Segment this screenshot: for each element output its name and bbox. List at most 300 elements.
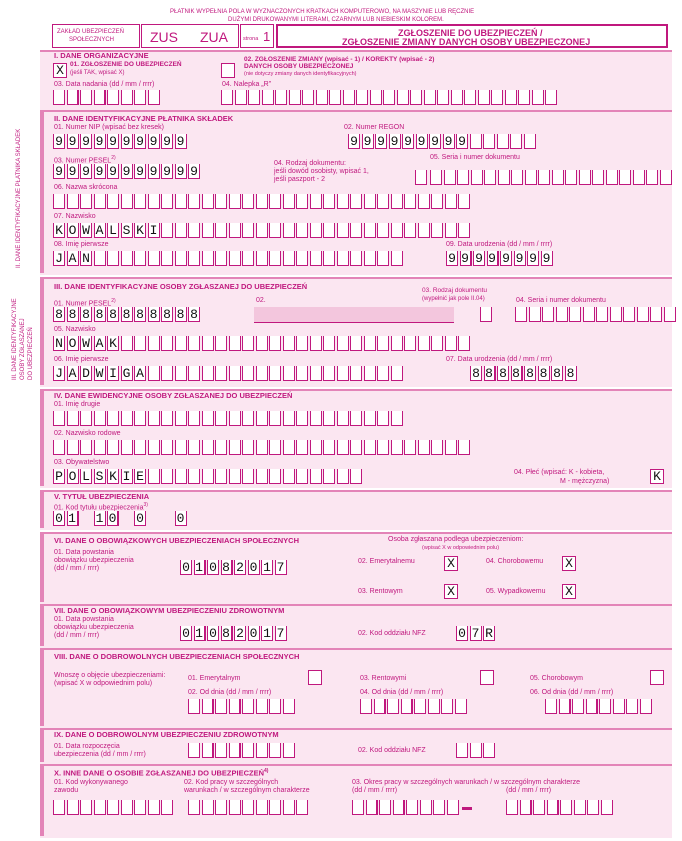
char-box[interactable] — [323, 366, 335, 381]
char-box[interactable] — [364, 336, 376, 351]
char-box[interactable] — [310, 251, 322, 266]
char-box[interactable] — [269, 194, 281, 209]
char-box[interactable]: 9 — [134, 134, 146, 149]
char-box[interactable] — [431, 336, 443, 351]
char-box[interactable]: K — [53, 223, 65, 238]
char-box[interactable] — [202, 800, 214, 815]
char-box[interactable] — [545, 699, 557, 714]
char-box[interactable] — [491, 90, 503, 105]
char-box[interactable]: 8 — [221, 626, 233, 641]
char-box[interactable] — [510, 134, 522, 149]
char-box[interactable] — [269, 800, 281, 815]
accident-checkbox[interactable]: X — [562, 584, 576, 599]
char-box[interactable] — [215, 411, 227, 426]
char-box[interactable] — [283, 469, 295, 484]
char-box[interactable] — [323, 469, 335, 484]
char-box[interactable] — [188, 336, 200, 351]
char-box[interactable] — [148, 800, 160, 815]
char-box[interactable]: 8 — [148, 307, 160, 322]
char-box[interactable] — [470, 743, 482, 758]
char-box[interactable] — [596, 307, 608, 322]
char-box[interactable]: N — [80, 251, 92, 266]
char-box[interactable] — [587, 800, 599, 815]
char-box[interactable] — [121, 411, 133, 426]
char-box[interactable] — [484, 170, 496, 185]
char-box[interactable] — [586, 699, 598, 714]
char-box[interactable] — [483, 134, 495, 149]
char-box[interactable] — [406, 800, 418, 815]
char-box[interactable]: 9 — [443, 134, 455, 149]
char-box[interactable]: J — [53, 366, 65, 381]
char-box[interactable] — [455, 699, 467, 714]
char-box[interactable] — [242, 469, 254, 484]
char-box[interactable]: 9 — [80, 164, 92, 179]
char-box[interactable] — [574, 800, 586, 815]
char-box[interactable] — [296, 194, 308, 209]
char-box[interactable] — [148, 440, 160, 455]
char-box[interactable] — [350, 251, 362, 266]
char-box[interactable]: 8 — [175, 307, 187, 322]
char-box[interactable]: 0 — [107, 511, 119, 526]
char-box[interactable]: S — [121, 223, 133, 238]
char-box[interactable] — [377, 366, 389, 381]
char-box[interactable]: 8 — [94, 307, 106, 322]
char-box[interactable] — [626, 699, 638, 714]
char-box[interactable] — [506, 800, 518, 815]
char-box[interactable]: I — [121, 469, 133, 484]
char-box[interactable] — [148, 251, 160, 266]
char-box[interactable]: 9 — [416, 134, 428, 149]
char-box[interactable] — [391, 194, 403, 209]
char-box[interactable] — [94, 440, 106, 455]
char-box[interactable] — [377, 336, 389, 351]
char-box[interactable] — [458, 194, 470, 209]
char-box[interactable] — [175, 336, 187, 351]
char-box[interactable] — [377, 440, 389, 455]
char-box[interactable] — [458, 223, 470, 238]
vol-disability-date-boxes[interactable] — [360, 699, 468, 714]
char-box[interactable] — [175, 194, 187, 209]
char-box[interactable] — [483, 743, 495, 758]
char-box[interactable]: 0 — [248, 626, 260, 641]
char-box[interactable]: 9 — [107, 134, 119, 149]
char-box[interactable] — [221, 90, 233, 105]
char-box[interactable]: 0 — [207, 560, 219, 575]
char-box[interactable] — [418, 336, 430, 351]
char-box[interactable] — [498, 170, 510, 185]
char-box[interactable] — [464, 90, 476, 105]
char-box[interactable] — [646, 170, 658, 185]
char-box[interactable] — [215, 440, 227, 455]
char-box[interactable] — [202, 223, 214, 238]
char-box[interactable] — [215, 800, 227, 815]
char-box[interactable] — [215, 251, 227, 266]
char-box[interactable]: 2 — [234, 626, 246, 641]
doc-type-box[interactable] — [415, 170, 429, 185]
char-box[interactable] — [161, 336, 173, 351]
char-box[interactable] — [441, 699, 453, 714]
char-box[interactable] — [379, 800, 391, 815]
char-box[interactable] — [391, 251, 403, 266]
char-box[interactable]: A — [67, 366, 79, 381]
char-box[interactable] — [337, 411, 349, 426]
char-box[interactable] — [256, 223, 268, 238]
char-box[interactable] — [175, 251, 187, 266]
char-box[interactable] — [121, 251, 133, 266]
char-box[interactable] — [418, 440, 430, 455]
char-box[interactable] — [202, 194, 214, 209]
char-box[interactable] — [269, 743, 281, 758]
char-box[interactable] — [202, 366, 214, 381]
char-box[interactable] — [229, 366, 241, 381]
char-box[interactable]: 0 — [207, 626, 219, 641]
char-box[interactable] — [242, 366, 254, 381]
char-box[interactable] — [256, 194, 268, 209]
char-box[interactable]: 9 — [456, 134, 468, 149]
char-box[interactable] — [67, 800, 79, 815]
char-box[interactable] — [377, 411, 389, 426]
char-box[interactable] — [518, 90, 530, 105]
char-box[interactable] — [161, 251, 173, 266]
char-box[interactable] — [289, 90, 301, 105]
char-box[interactable] — [94, 800, 106, 815]
char-box[interactable] — [511, 170, 523, 185]
char-box[interactable]: 8 — [80, 307, 92, 322]
char-box[interactable]: 8 — [107, 307, 119, 322]
char-box[interactable] — [248, 90, 260, 105]
char-box[interactable] — [599, 699, 611, 714]
char-box[interactable]: 0 — [248, 560, 260, 575]
char-box[interactable]: I — [107, 366, 119, 381]
char-box[interactable] — [323, 336, 335, 351]
char-box[interactable] — [121, 440, 133, 455]
char-box[interactable]: P — [53, 469, 65, 484]
char-box[interactable] — [215, 336, 227, 351]
char-box[interactable] — [188, 743, 200, 758]
char-box[interactable] — [323, 223, 335, 238]
char-box[interactable] — [456, 743, 468, 758]
char-box[interactable]: 9 — [188, 164, 200, 179]
char-box[interactable] — [256, 699, 268, 714]
char-box[interactable]: 9 — [161, 134, 173, 149]
char-box[interactable] — [397, 90, 409, 105]
char-box[interactable] — [350, 366, 362, 381]
char-box[interactable] — [418, 194, 430, 209]
char-box[interactable] — [431, 440, 443, 455]
char-box[interactable] — [256, 469, 268, 484]
char-box[interactable] — [80, 90, 92, 105]
char-box[interactable] — [175, 366, 187, 381]
char-box[interactable]: I — [148, 223, 160, 238]
char-box[interactable]: 9 — [67, 164, 79, 179]
char-box[interactable] — [444, 170, 456, 185]
issue-date-boxes[interactable] — [53, 90, 161, 105]
char-box[interactable] — [148, 469, 160, 484]
char-box[interactable] — [445, 223, 457, 238]
char-box[interactable] — [148, 194, 160, 209]
char-box[interactable] — [374, 699, 386, 714]
char-box[interactable] — [445, 194, 457, 209]
char-box[interactable] — [202, 440, 214, 455]
char-box[interactable] — [350, 411, 362, 426]
char-box[interactable] — [215, 366, 227, 381]
char-box[interactable]: 8 — [188, 307, 200, 322]
char-box[interactable] — [569, 307, 581, 322]
char-box[interactable] — [188, 800, 200, 815]
char-box[interactable]: O — [67, 336, 79, 351]
char-box[interactable] — [283, 223, 295, 238]
char-box[interactable]: 9 — [161, 164, 173, 179]
char-box[interactable] — [296, 440, 308, 455]
char-box[interactable] — [457, 170, 469, 185]
char-box[interactable] — [67, 411, 79, 426]
char-box[interactable] — [202, 743, 214, 758]
char-box[interactable] — [640, 699, 652, 714]
sex-box[interactable]: K — [650, 469, 664, 484]
char-box[interactable]: 0 — [53, 511, 65, 526]
char-box[interactable]: 8 — [484, 366, 496, 381]
payer-first-name-boxes[interactable] — [53, 251, 404, 266]
char-box[interactable]: 1 — [261, 626, 273, 641]
char-box[interactable] — [94, 251, 106, 266]
char-box[interactable] — [80, 194, 92, 209]
sticker-boxes[interactable] — [221, 90, 559, 105]
char-box[interactable] — [310, 440, 322, 455]
char-box[interactable] — [188, 251, 200, 266]
char-box[interactable] — [229, 440, 241, 455]
char-box[interactable]: N — [53, 336, 65, 351]
second-name-boxes[interactable] — [53, 411, 404, 426]
insured-first-name-boxes[interactable] — [53, 366, 404, 381]
vol-health-date-boxes[interactable] — [188, 743, 296, 758]
char-box[interactable]: 9 — [107, 164, 119, 179]
char-box[interactable] — [229, 800, 241, 815]
char-box[interactable]: A — [67, 251, 79, 266]
char-box[interactable] — [310, 366, 322, 381]
char-box[interactable] — [215, 469, 227, 484]
char-box[interactable] — [161, 800, 173, 815]
char-box[interactable] — [505, 90, 517, 105]
nfz-boxes[interactable] — [456, 626, 497, 641]
char-box[interactable] — [202, 469, 214, 484]
char-box[interactable] — [269, 251, 281, 266]
char-box[interactable] — [269, 411, 281, 426]
char-box[interactable] — [269, 440, 281, 455]
char-box[interactable] — [67, 90, 79, 105]
char-box[interactable] — [53, 411, 65, 426]
char-box[interactable] — [107, 411, 119, 426]
char-box[interactable] — [256, 251, 268, 266]
payer-pesel-boxes[interactable] — [53, 164, 202, 179]
char-box[interactable]: 2 — [234, 560, 246, 575]
char-box[interactable] — [53, 90, 65, 105]
char-box[interactable] — [134, 251, 146, 266]
char-box[interactable] — [366, 800, 378, 815]
char-box[interactable] — [296, 336, 308, 351]
vol-pension-checkbox[interactable] — [308, 670, 322, 685]
char-box[interactable] — [428, 699, 440, 714]
char-box[interactable] — [316, 90, 328, 105]
char-box[interactable] — [283, 699, 295, 714]
insured-birth-boxes[interactable] — [470, 366, 578, 381]
char-box[interactable]: L — [80, 469, 92, 484]
char-box[interactable] — [67, 194, 79, 209]
char-box[interactable] — [601, 800, 613, 815]
char-box[interactable] — [229, 336, 241, 351]
char-box[interactable] — [175, 411, 187, 426]
pension-checkbox[interactable]: X — [444, 556, 458, 571]
char-box[interactable] — [161, 366, 173, 381]
char-box[interactable]: J — [53, 251, 65, 266]
char-box[interactable]: 7 — [275, 626, 287, 641]
char-box[interactable] — [269, 223, 281, 238]
char-box[interactable]: 7 — [470, 626, 482, 641]
char-box[interactable] — [94, 194, 106, 209]
insured-doc-series-boxes[interactable] — [515, 307, 677, 322]
char-box[interactable] — [269, 469, 281, 484]
char-box[interactable] — [296, 469, 308, 484]
char-box[interactable] — [404, 336, 416, 351]
char-box[interactable] — [533, 800, 545, 815]
char-box[interactable] — [161, 440, 173, 455]
char-box[interactable]: 9 — [402, 134, 414, 149]
char-box[interactable] — [202, 699, 214, 714]
char-box[interactable] — [310, 469, 322, 484]
insurance-code-boxes[interactable] — [53, 511, 188, 526]
char-box[interactable] — [188, 699, 200, 714]
char-box[interactable]: 9 — [514, 251, 526, 266]
char-box[interactable] — [404, 223, 416, 238]
char-box[interactable] — [67, 440, 79, 455]
char-box[interactable] — [80, 800, 92, 815]
char-box[interactable] — [256, 411, 268, 426]
special-code-boxes[interactable] — [188, 800, 310, 815]
char-box[interactable] — [329, 90, 341, 105]
nip-boxes[interactable] — [53, 134, 188, 149]
char-box[interactable]: O — [67, 223, 79, 238]
char-box[interactable] — [471, 170, 483, 185]
char-box[interactable] — [391, 336, 403, 351]
char-box[interactable] — [478, 90, 490, 105]
char-box[interactable] — [431, 223, 443, 238]
char-box[interactable] — [343, 90, 355, 105]
char-box[interactable]: A — [134, 366, 146, 381]
char-box[interactable]: 8 — [134, 307, 146, 322]
char-box[interactable] — [53, 194, 65, 209]
char-box[interactable] — [337, 469, 349, 484]
char-box[interactable] — [613, 699, 625, 714]
char-box[interactable]: 9 — [473, 251, 485, 266]
char-box[interactable] — [121, 194, 133, 209]
char-box[interactable]: 9 — [148, 164, 160, 179]
char-box[interactable] — [242, 223, 254, 238]
char-box[interactable]: 9 — [80, 134, 92, 149]
char-box[interactable] — [414, 699, 426, 714]
char-box[interactable] — [242, 194, 254, 209]
char-box[interactable] — [310, 223, 322, 238]
char-box[interactable] — [256, 743, 268, 758]
char-box[interactable] — [175, 440, 187, 455]
char-box[interactable]: 0 — [175, 511, 187, 526]
char-box[interactable]: K — [107, 469, 119, 484]
char-box[interactable]: 9 — [94, 134, 106, 149]
char-box[interactable]: 9 — [446, 251, 458, 266]
char-box[interactable] — [283, 194, 295, 209]
char-box[interactable] — [296, 223, 308, 238]
char-box[interactable] — [229, 411, 241, 426]
char-box[interactable] — [447, 800, 459, 815]
char-box[interactable] — [415, 170, 427, 185]
char-box[interactable]: 7 — [275, 560, 287, 575]
char-box[interactable] — [242, 743, 254, 758]
char-box[interactable]: A — [94, 223, 106, 238]
char-box[interactable] — [470, 134, 482, 149]
char-box[interactable] — [337, 440, 349, 455]
insured-surname-boxes[interactable] — [53, 336, 472, 351]
char-box[interactable]: A — [94, 336, 106, 351]
char-box[interactable]: 1 — [194, 560, 206, 575]
char-box[interactable] — [242, 251, 254, 266]
char-box[interactable] — [175, 223, 187, 238]
char-box[interactable]: 9 — [429, 134, 441, 149]
char-box[interactable]: 8 — [538, 366, 550, 381]
char-box[interactable]: S — [94, 469, 106, 484]
char-box[interactable]: 9 — [487, 251, 499, 266]
health-date-boxes[interactable] — [180, 626, 288, 641]
char-box[interactable] — [229, 699, 241, 714]
char-box[interactable]: 8 — [53, 307, 65, 322]
char-box[interactable]: 8 — [121, 307, 133, 322]
char-box[interactable] — [360, 699, 372, 714]
char-box[interactable] — [256, 366, 268, 381]
char-box[interactable] — [451, 90, 463, 105]
char-box[interactable]: K — [134, 223, 146, 238]
char-box[interactable] — [148, 411, 160, 426]
char-box[interactable]: 9 — [53, 134, 65, 149]
char-box[interactable] — [323, 194, 335, 209]
char-box[interactable] — [547, 800, 559, 815]
char-box[interactable] — [323, 251, 335, 266]
char-box[interactable] — [296, 800, 308, 815]
char-box[interactable] — [637, 307, 649, 322]
char-box[interactable] — [364, 411, 376, 426]
char-box[interactable] — [229, 469, 241, 484]
char-box[interactable] — [161, 223, 173, 238]
char-box[interactable] — [215, 699, 227, 714]
char-box[interactable] — [242, 336, 254, 351]
char-box[interactable]: 8 — [511, 366, 523, 381]
vol-nfz-boxes[interactable] — [456, 743, 497, 758]
char-box[interactable] — [431, 194, 443, 209]
char-box[interactable] — [356, 90, 368, 105]
char-box[interactable] — [565, 170, 577, 185]
char-box[interactable] — [256, 800, 268, 815]
char-box[interactable] — [418, 223, 430, 238]
char-box[interactable] — [579, 170, 591, 185]
vol-sickness-checkbox[interactable] — [650, 670, 664, 685]
char-box[interactable] — [134, 194, 146, 209]
char-box[interactable] — [610, 307, 622, 322]
char-box[interactable] — [107, 251, 119, 266]
char-box[interactable]: 9 — [348, 134, 360, 149]
char-box[interactable] — [391, 366, 403, 381]
char-box[interactable] — [458, 336, 470, 351]
char-box[interactable] — [520, 800, 532, 815]
char-box[interactable]: 9 — [53, 164, 65, 179]
char-box[interactable] — [161, 469, 173, 484]
char-box[interactable] — [215, 223, 227, 238]
char-box[interactable] — [107, 194, 119, 209]
